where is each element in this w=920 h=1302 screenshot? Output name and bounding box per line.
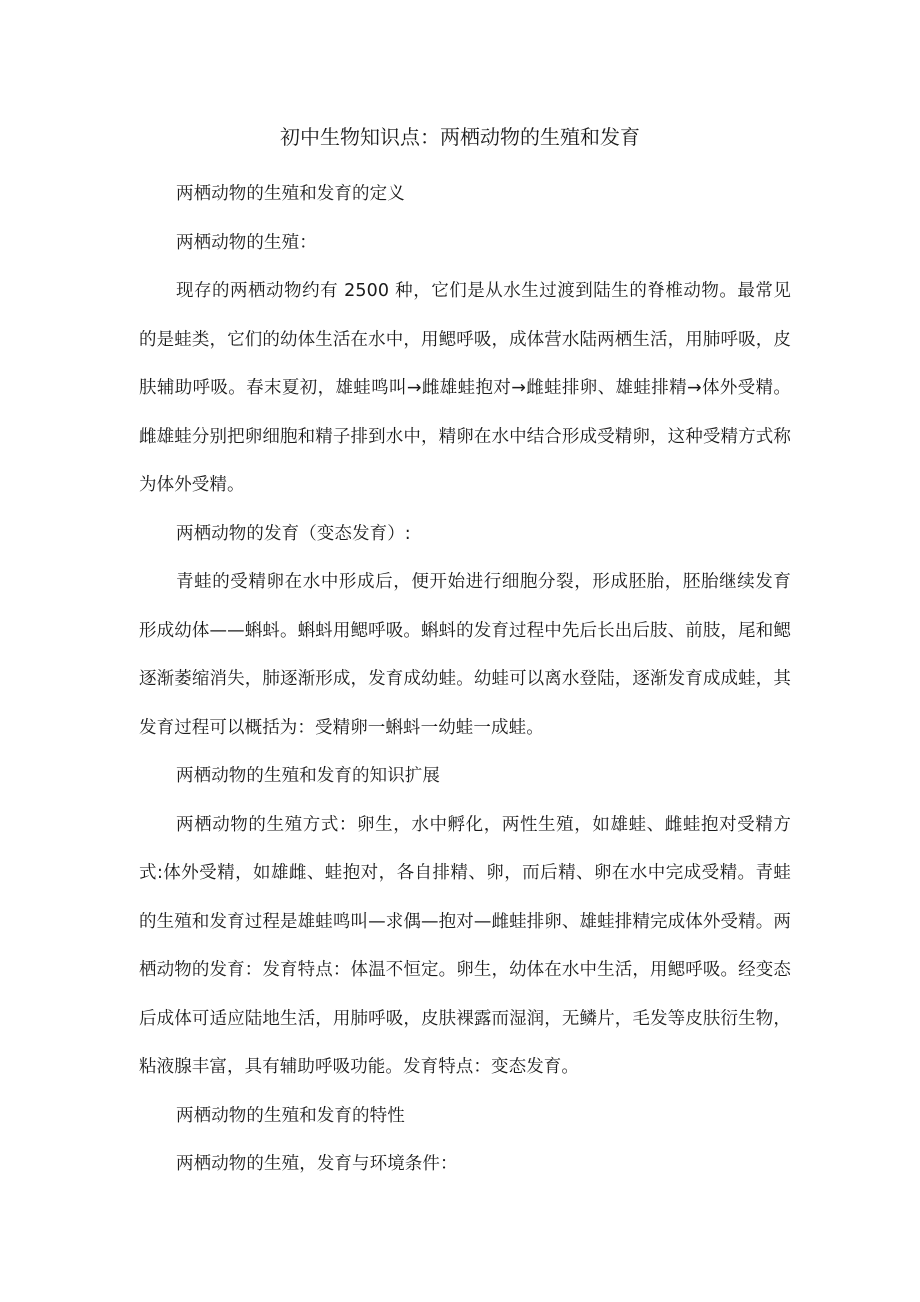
paragraph-extension-text: 两栖动物的生殖方式：卵生，水中孵化，两性生殖，如雄蛙、雌蛙抱对受精方式:体外受精，如雄雌、蛙抱对，各自排精、卵，而后精、卵在水中完成受精。青蛙的生殖和发育过程是雄蛙鸣叫—求偶—抱对—雌蛙排卵、雄蛙排精完成体外受精。两栖动物的发育：发育特点：体温不恒定。卵生，幼体在水中生活，用鳃呼吸。经变态后成体可适应陆地生活，用肺呼吸，皮肤裸露而湿润，无鳞片，毛发等皮肤衍生物，粘液腺丰富，具有辅助呼吸功能。发育特点：变态发育。	[139, 814, 791, 1077]
paragraph-extension-heading: 两栖动物的生殖和发育的知识扩展	[176, 766, 440, 786]
document-title: 初中生物知识点：两栖动物的生殖和发育	[280, 125, 640, 149]
paragraph-reproduction-heading: 两栖动物的生殖：	[176, 232, 317, 253]
paragraph-development-text: 青蛙的受精卵在水中形成后，便开始进行细胞分裂，形成胚胎，胚胎继续发育形成幼体——蝌蚪。蝌蚪用鳃呼吸。蝌蚪的发育过程中先后长出后肢、前肢，尾和鳃逐渐萎缩消失，肺逐渐形成，发育成幼蛙。幼蛙可以离水登陆，逐渐发育成成蛙，其发育过程可以概括为：受精卵一蝌蚪一幼蛙一成蛙。	[139, 572, 791, 738]
paragraph-characteristics-heading: 两栖动物的生殖和发育的特性	[176, 1105, 405, 1126]
paragraph-environment-heading: 两栖动物的生殖，发育与环境条件：	[176, 1154, 458, 1174]
paragraph-development-heading: 两栖动物的发育（变态发育）:	[176, 523, 411, 544]
paragraph-definition-heading: 两栖动物的生殖和发育的定义	[176, 184, 405, 204]
document-body	[139, 170, 791, 1189]
paragraph-reproduction-text: 现存的两栖动物约有 2500 种，它们是从水生过渡到陆生的脊椎动物。最常见的是蛙类，它们的幼体生活在水中，用鳃呼吸，成体营水陆两栖生活，用肺呼吸，皮肤辅助呼吸。春末夏初，雄蛙鸣叫→雌雄蛙抱对→雌蛙排卵、雄蛙排精→体外受精。雌雄蛙分别把卵细胞和精子排到水中，精卵在水中结合形成受精卵，这种受精方式称为体外受精。	[139, 281, 791, 495]
